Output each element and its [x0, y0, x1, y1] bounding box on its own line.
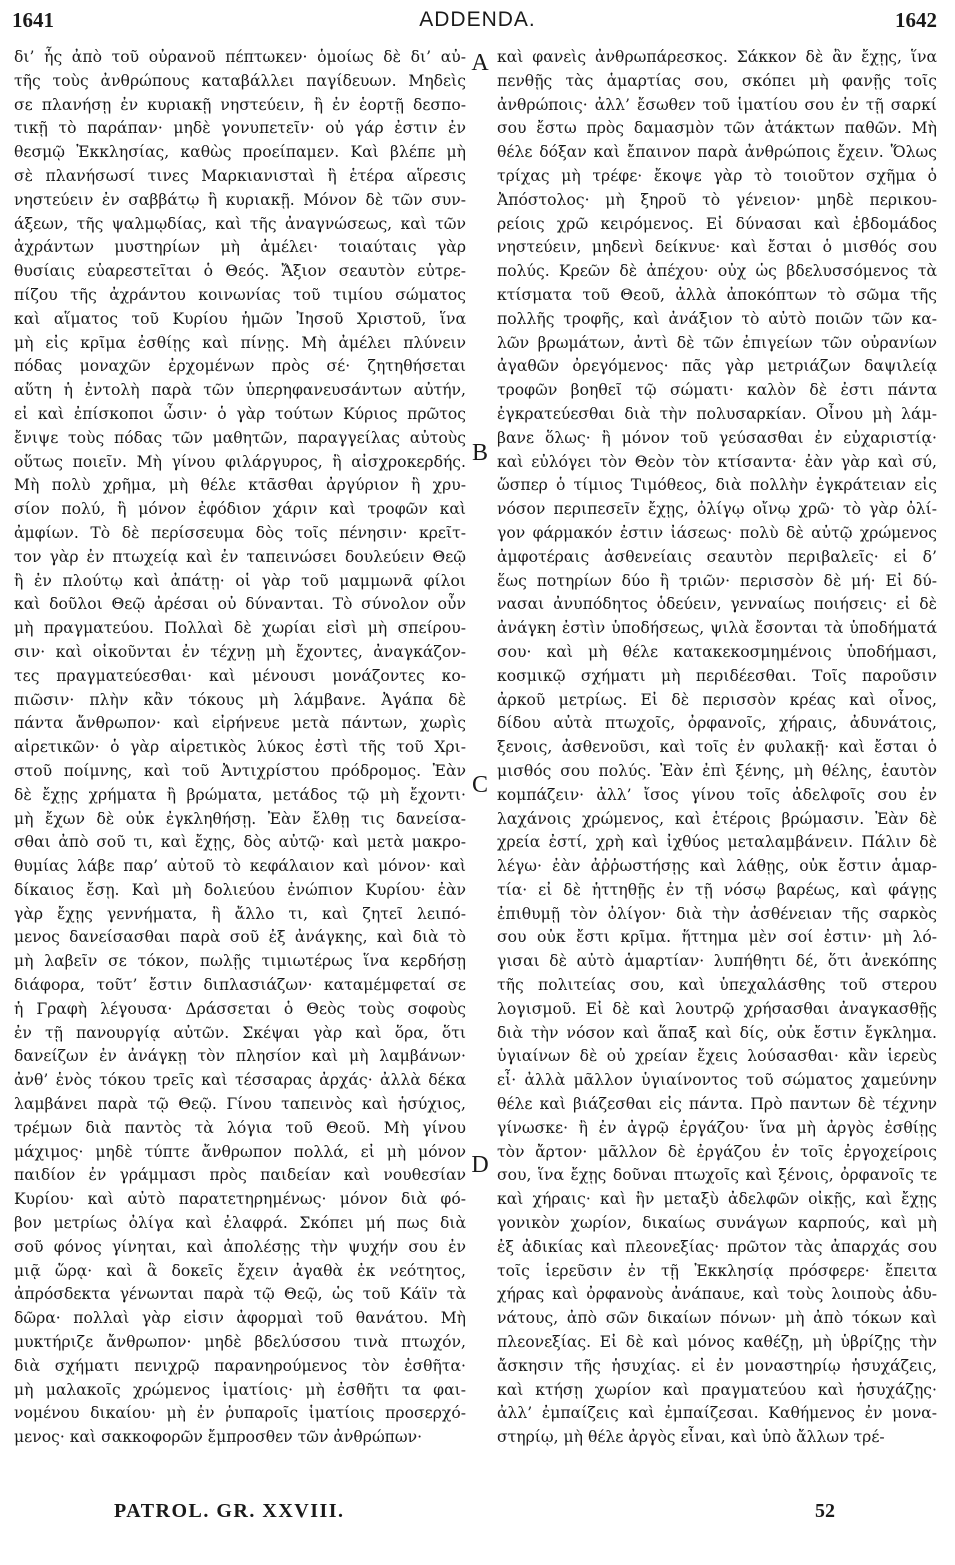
series-reference: PATROL. GR. XXVIII.	[114, 1500, 345, 1522]
text-line: γον φάρμακόν ἐστιν ἰάσεως· πολὺ δὲ αὐτῷ χρώμενος	[497, 523, 937, 542]
text-line: μισθός σου πολύς. Ἐὰν ἐπὶ ξένης, μὴ θέλης, ἑαυτὸν	[497, 761, 937, 780]
text-line: καὶ αἵματος τοῦ Κυρίου ἡμῶν Ἰησοῦ Χριστοῦ, ἵνα	[14, 309, 466, 328]
text-line: Κυρίου· καὶ αὐτὸ παρατετηρημένως· μόνον διὰ φό-	[14, 1190, 466, 1209]
running-title: ADDENDA.	[419, 8, 536, 31]
text-line: σὲ πλανήσωσί τινες Μαρκιανισταὶ ἢ ἑτέρα αἵρεσις	[14, 166, 466, 185]
text-line: ἄσκησιν τῆς ἡσυχίας. εἰ ἐν μοναστηρίῳ ἡσυχάζεις,	[497, 1356, 937, 1375]
text-line: βανε ὅλως· ἢ μόνον τοῦ γεύσασθαι ἐν εὐχαριστίᾳ·	[497, 428, 937, 447]
text-line: μὴ μαλακοῖς χρώμενος ἱματίοις· μὴ ἐσθῆτι τα φαι-	[14, 1380, 466, 1399]
text-line: τῆς πολιτείας σου, καὶ ὑπεχαλάσθης τοῦ στερου	[497, 976, 937, 995]
text-line: τροφῶν βοηθεῖ τῷ σώματι· καλὸν δὲ ἐστι πάντα	[497, 381, 937, 400]
text-line: νομένου δικαίου· μὴ ἐν ῥυπαροῖς ἱματίοις προσερχό-	[14, 1404, 466, 1423]
text-line: σίον πολύ, ἢ μόνον ἐφόδιον χάριν καὶ τροφῶν καὶ	[14, 500, 466, 519]
text-line: κομπάζειν· ἀλλ’ ἴσος γίνου τοῖς ἀδελφοῖς σου ἐν	[497, 785, 937, 804]
text-line: ἀγαθῶν ὀρεγόμενος· πᾶς γὰρ μετριάζων δαψιλείᾳ	[497, 357, 937, 376]
text-line: καὶ δοῦλοι Θεῷ ἀρέσαι οὐ δύνανται. Τὸ σύνολον οὖν	[14, 595, 466, 614]
text-line: κοσμικῷ σχήματι μὴ περιδέεσθαι. Τοῖς παροῦσιν	[497, 666, 937, 685]
text-line: νόσον περιπεσεῖν ἔχῃς, ὀλίγῳ οἴνῳ χρῶ· τὸ γὰρ ὀλί-	[497, 500, 937, 519]
text-line: δῶρα· πολλαὶ γὰρ εἰσιν ἀφορμαὶ τοῦ θανάτου. Μὴ	[14, 1309, 466, 1328]
text-line: μενος δανείσασθαι παρὰ σοῦ ἐξ ἀνάγκης, καὶ διὰ τὸ	[14, 928, 466, 947]
text-line: εἰ καὶ ἐπίσκοποι ὦσιν· ὁ γὰρ τούτων Κύριος πρῶτος	[14, 404, 466, 423]
text-line: κτίσματα τοῦ Θεοῦ, ἀλλὰ ἀποκόπτων τὸ σῶμα τῆς	[497, 285, 937, 304]
text-line: λογισμοῦ. Εἰ δὲ καὶ λουτρῷ χρήσασθαι ἀναγκασθῇς	[497, 999, 937, 1018]
text-line: τοῖς ἱερεῦσιν ἐν τῇ Ἐκκλησίᾳ πρόσφερε· ἔπειτα	[497, 1261, 937, 1280]
text-line: τία· εἰ δὲ ἡττηθῇς ἐν τῇ νόσῳ βαρέως, καὶ φάγῃς	[497, 880, 937, 899]
text-line: ἀνθ’ ἑνὸς τόκου τρεῖς καὶ τέσσαρας ἀρχάς· ἀλλὰ δέκα	[14, 1071, 466, 1090]
text-line: νασαι ἀνυπόδητος ὁδεύειν, γενναίως ποιήσεις· εἰ δὲ	[497, 595, 937, 614]
text-line: θεσμῷ Ἐκκλησίας, καθὼς προείπαμεν. Καὶ βλέπε μὴ	[14, 143, 466, 162]
text-line: πίζου τῆς ἀχράντου κοινωνίας τοῦ τιμίου σώματος	[14, 285, 466, 304]
margin-marker-c: C	[471, 772, 488, 798]
text-line: τῆς τοὺς ἀνθρώπους καταβάλλει παγίδευων. Μηδεὶς	[14, 71, 466, 90]
text-line: νηστεύειν ἐν σαββάτῳ ἢ κυριακῇ. Μόνον δὲ τῶν συν-	[14, 190, 466, 209]
text-line: στοῦ ποίμνης, καὶ τοῦ Ἀντιχρίστου πρόδρομος. Ἐὰν	[14, 761, 466, 780]
text-line: λαμβάνει παρὰ τῷ Θεῷ. Γίνου ταπεινὸς καὶ ἡσύχιος,	[14, 1095, 466, 1114]
text-line: μενος· καὶ σακκοφορῶν ἔμπροσθεν τῶν ἀνθρώπων·	[14, 1428, 423, 1447]
text-line: ἀρκοῦ μετρίως. Εἰ δὲ περισσὸν κρέας καὶ οἶνος,	[497, 690, 937, 709]
text-line: πενθῇς τὰς ἁμαρτίας σου, σκόπει μὴ φανῇς τοῖς	[497, 71, 937, 90]
text-line: ἀχράντων μυστηρίων μὴ ἀμέλει· τοιαύταις γὰρ	[14, 238, 466, 257]
text-line: ἕως ποτηρίων δύο ἢ τριῶν· περισσὸν δὲ μή· Εἰ δύ-	[497, 571, 937, 590]
text-line: μὴ ἔχων δὲ οὐκ ἐγκληθήσῃ. Ἐὰν ἔλθῃ τις δανείσα-	[14, 809, 466, 828]
text-line: ἐπιθυμῇ τὸν ὀλίγον· διὰ τὴν ἀσθένειαν τῆς σαρκὸς	[497, 904, 937, 923]
text-line: γισαι δὲ αὐτὸ ἁμαρτίαν· λυπήθητι δέ, ὅτι ἀνεκόπης	[497, 952, 937, 971]
text-line: γὰρ ἔχῃς γεννήματα, ἢ ἄλλο τι, καὶ ζητεῖ λειπό-	[14, 904, 466, 923]
text-line: ἀμφοτέραις ἀσθενείαις σεαυτὸν περιβαλεῖς· εἰ δ’	[497, 547, 937, 566]
text-line: καὶ φανεὶς ἀνθρωπάρεσκος. Σάκκον δὲ ἂν ἔχῃς, ἵνα	[497, 48, 937, 66]
text-line: ἐγκρατεύεσθαι διὰ τὴν πολυσαρκίαν. Οἶνου μὴ λάμ-	[497, 404, 937, 423]
page-footer	[0, 1500, 955, 1532]
text-line: πολλῆς τροφῆς, καὶ ἀνάξιον τὸ αὐτὸ ποιῶν τῶν κα-	[497, 309, 937, 328]
text-line: μὴ εἰς κρῖμα ἐσθίῃς καὶ πίνῃς. Μὴ ἀμέλει πλύνειν	[14, 333, 466, 352]
text-line: πλεονεξίας. Εἰ δὲ καὶ μόνος καθέζῃ, μὴ ὑβρίζῃς τὴν	[497, 1333, 937, 1352]
text-line: χρεία ἐστί, χρὴ καὶ ἰχθύος μεταλαμβάνειν. Πάλιν δὲ	[497, 833, 937, 852]
text-line: μὴ πραγματεύου. Πολλαὶ δὲ χωρίαι εἰσὶ μὴ σπείρου-	[14, 619, 466, 638]
text-line: μυκτήριζε ἄνθρωπον· μηδὲ βδελύσσου τινὰ πτωχόν,	[14, 1333, 466, 1352]
text-line: στηρίῳ, μὴ θέλε ἀργὸς εἶναι, καὶ ὑπὸ ἄλλων τρέ-	[497, 1428, 885, 1447]
margin-marker-d: D	[471, 1152, 489, 1178]
page-header	[0, 8, 955, 38]
text-line: τὸν ἄρτον· μᾶλλον δὲ ἐργάζου ἐν τοῖς ἐργοχείροις	[497, 1142, 937, 1161]
text-line: ξενοις, ἀσθενοῦσι, καὶ τοῖς ἐν φυλακῇ· καὶ ἔσται ὁ	[497, 738, 937, 757]
text-line: λαχάνοις χρώμενος, καὶ ἑτέροις βρώμασιν. Ἐὰν δὲ	[497, 809, 937, 828]
page-number-right: 1642	[895, 8, 937, 32]
text-line: καὶ εὐλόγει τὸν Θεὸν τὸν κτίσαντα· ἐὰν γὰρ καὶ σύ,	[497, 452, 937, 471]
text-line: πολύς. Κρεῶν δὲ ἀπέχου· οὐχ ὡς βδελυσσόμενος τὰ	[497, 262, 937, 281]
text-line: καὶ χήραις· καὶ ἣν μεταξὺ ἀδελφῶν οἰκῇς, καὶ ἔχῃς	[497, 1190, 937, 1209]
text-line: διὰ σχήματι πενιχρῷ παρανηρούμενος τὸν ἐσθῆτα·	[14, 1356, 466, 1375]
text-line: σου· καὶ μὴ θέλε κατακεκοσμημένοις ὑποδήμασι,	[497, 642, 937, 661]
text-line: ὥσπερ ὁ τίμιος Τιμόθεος, διὰ πολλὴν ἐγκράτειαν εἰς	[497, 476, 937, 495]
text-line: πόδας μοναχῶν ἐρχομένων πρὸς σέ· ζητηθήσεται	[14, 357, 466, 376]
right-column	[497, 46, 937, 1476]
signature-number: 52	[815, 1500, 835, 1522]
text-line: σε πλανήσῃ ἐν κυριακῇ νηστεύειν, ἢ ἐν ἑορτῇ δεσπο-	[14, 95, 466, 114]
text-line: νάτους, ἀπὸ σῶν δικαίων πόνων· μὴ ἀπὸ τόκων καὶ	[497, 1309, 937, 1328]
text-line: γίνωσκε· ἢ ἐν ἀγρῷ ἐργάζου· ἵνα μὴ ἀργὸς ἐσθίῃς	[497, 1118, 937, 1137]
text-line: δίκαιος ἔσῃ. Καὶ μὴ δολιεύου ἐνώπιον Κυρίου· ἐὰν	[14, 880, 466, 899]
text-line: άξεων, τῆς ψαλμῳδίας, καὶ τῆς ἀναγνώσεως, καὶ τῶν	[14, 214, 466, 233]
text-line: μάχιμος· μηδὲ τύπτε ἄνθρωπον πολλά, εἰ μὴ μόνον	[14, 1142, 466, 1161]
text-line: σιν· καὶ οἰκοῦνται ἐν τέχνῃ μὴ ἔχοντες, ἀναγκάζον-	[14, 642, 466, 661]
text-line: ἢ ἐν πλούτῳ καὶ ἀπάτῃ· οἱ γὰρ τοῦ μαμμωνᾶ φίλοι	[14, 571, 466, 590]
text-line: παιδίον ἐν γράμμασι πρὸς παιδείαν καὶ νουθεσίαν	[14, 1166, 466, 1185]
text-line: πιῶσιν· πλὴν κἂν τόκους μὴ λάμβανε. Ἀγάπα δὲ	[14, 690, 466, 709]
text-line: δι’ ἧς ἀπὸ τοῦ οὐρανοῦ πέπτωκεν· ὁμοίως δὲ δι’ αὐ-	[14, 48, 466, 66]
text-line: σου ἔστω πρὸς δαμασμὸν τῶν ἀτάκτων παθῶν. Μὴ	[497, 119, 937, 138]
text-line: δίδου αὐτὰ πτωχοῖς, ὀρφανοῖς, χήραις, ἀδυνάτοις,	[497, 714, 937, 733]
text-line: ἐξ ἀδικίας καὶ πλεονεξίας· πρῶτον τὰς ἀπαρχάς σου	[497, 1237, 937, 1256]
margin-marker-b: B	[471, 440, 488, 466]
margin-marker-a: A	[471, 50, 489, 76]
text-line: γονικὸν χωρίον, δικαίως συνάγων καρπούς, καὶ μὴ	[497, 1214, 937, 1233]
text-line: λῶν βρωμάτων, ἀντὶ δὲ τῶν ἐπιγείων τῶν οὐρανίων	[497, 333, 937, 352]
text-line: δὲ ἔχῃς χρήματα ἢ βρώματα, μετάδος τῷ μὴ ἔχοντι·	[14, 785, 466, 804]
text-line: ἀνθρώποις· ἀλλ’ ἔσωθεν τοῦ ἱματίου σου ἐν τῇ σαρκί	[497, 95, 937, 114]
text-line: σοῦ φόνος γίνηται, καὶ ἀπολέσῃς τὴν ψυχήν σου ἐν	[14, 1237, 466, 1256]
text-line: τρέμων διὰ παντὸς τὰ λόγια τοῦ Θεοῦ. Μὴ γίνου	[14, 1118, 466, 1137]
text-line: ἔνιψε τοὺς πόδας τῶν μαθητῶν, παραγγείλας αὐτοὺς	[14, 428, 466, 447]
text-line: τον γὰρ ἐν πτωχείᾳ καὶ ἐν ταπεινώσει δουλεύειν Θεῷ	[14, 547, 466, 566]
text-line: πάντα ἄνθρωπον· καὶ εἰρήνευε μετὰ πάντων, χωρὶς	[14, 714, 466, 733]
text-line: εἶ· ἀλλὰ μᾶλλον ὑγιαίνοντος τοῦ σώματος χαμεύνην	[497, 1071, 937, 1090]
text-line: χήρας καὶ ὀρφανοὺς ἀνάπαυε, καὶ τοὺς λοιποὺς ἀδυ-	[497, 1285, 937, 1304]
text-line: αὕτη ἡ ἐντολὴ παρὰ τῶν ὑπερηφανευσάντων αὐτήν,	[14, 381, 466, 400]
text-line: ρείοις χρῶ κειρόμενος. Εἰ δύνασαι καὶ ἑβδομάδος	[497, 214, 937, 233]
text-line: ὑγιαίνων δὲ οὐ χρείαν ἔχεις λούσασθαι· κἂν ἱερεὺς	[497, 1047, 937, 1066]
text-line: τικῇ τὸ παράπαν· μηδὲ γονυπετεῖν· οὐ γάρ ἐστιν ἐν	[14, 119, 466, 138]
text-line: θυμίας λάβε παρ’ αὐτοῦ τὸ κεφάλαιον καὶ μόνον· καὶ	[14, 857, 466, 876]
page-number-left: 1641	[12, 8, 54, 32]
text-line: θέλε δόξαν καὶ ἔπαινον παρὰ ἀνθρώποις ἔχειν. Ὅλως	[497, 143, 937, 162]
text-line: τρίχας μὴ τρέφε· ἔκοψε γὰρ τὸ τοιοῦτον σχῆμα ὁ	[497, 166, 937, 185]
text-line: νηστεύειν, μηδενὶ δείκνυε· καὶ ἔσται ὁ μισθός σου	[497, 238, 937, 257]
text-line: Ἀπόστολος· μὴ ξηροῦ τὸ γένειον· μηδὲ περικου-	[497, 190, 937, 209]
text-line: ἀλλ’ ἐμπαίζεις καὶ ἐμπαίζεσαι. Καθήμενος ἐν μονα-	[497, 1404, 937, 1423]
text-line: μὴ λαβεῖν σε τόκον, πωλῇς τιμιωτέρως ἵνα κερδήσῃ	[14, 952, 466, 971]
text-line: θυσίαις εὐαρεστεῖται ὁ Θεός. Ἄξιον σεαυτὸν εὐτρε-	[14, 262, 466, 281]
text-line: ἐν τῇ πανουργίᾳ αὐτῶν. Σκέψαι γὰρ καὶ ὅρα, ὅτι	[14, 1023, 466, 1042]
text-line: θέλε καὶ βιάζεσθαι εἰς πάντα. Πρὸ παντων δὲ τέχνην	[497, 1095, 937, 1114]
text-line: διάφορα, τοῦτ’ ἔστιν διπλασιάζων· καταμέμφεταί σε	[14, 976, 466, 995]
text-line: σου οὐκ ἔστι κρῖμα. ἥττημα μὲν σοί ἐστιν· μὴ λό-	[497, 928, 937, 947]
text-line: σθαι ἀπὸ σοῦ τι, καὶ ἔχῃς, δὸς αὐτῷ· καὶ μετὰ μακρο-	[14, 833, 466, 852]
text-line: ἡ Γραφὴ λέγουσα· Δράσσεται ὁ Θεὸς τοὺς σοφοὺς	[14, 999, 466, 1018]
left-column	[14, 46, 466, 1476]
text-line: βον μετρίως ὀλίγα καὶ ἐλαφρά. Σκόπει μή πως διὰ	[14, 1214, 466, 1233]
text-line: διὰ τὴν νόσον καὶ ἅπαξ καὶ δίς, οὐκ ἔστιν ἔγκλημα.	[497, 1023, 937, 1042]
text-line: σου, ἵνα ἔχῃς δοῦναι πτωχοῖς καὶ ξένοις, ὀρφανοῖς τε	[497, 1166, 937, 1185]
text-line: οὕτως ποιεῖν. Μὴ γίνου φιλάργυρος, ἢ αἰσχροκερδής.	[14, 452, 466, 471]
text-line: τες πραγματεύεσθαι· καὶ μένουσι μονάζοντες κο-	[14, 666, 466, 685]
text-line: δανείζων ἐν ἀνάγκῃ τὸν πλησίον καὶ μὴ λαμβάνων·	[14, 1047, 466, 1066]
text-line: λέγω· ἐὰν ἀῤῥωστήσῃς καὶ λάθῃς, οὐκ ἔστιν ἁμαρ-	[497, 857, 937, 876]
text-line: Μὴ πολὺ χρῆμα, μὴ θέλε κτᾶσθαι ἀργύριον ἢ χρυ-	[14, 476, 466, 495]
text-line: ἀπρόσδεκτα γένωνται παρὰ τῷ Θεῷ, ὡς τοῦ Κάϊν τὰ	[14, 1285, 466, 1304]
text-line: ἀνάγκη ἐστὶν ὑποδήσεως, ψιλὰ ἔσονται τὰ ὑποδήματά	[497, 619, 937, 638]
text-line: αἱρετικῶν· ὁ γὰρ αἱρετικὸς λύκος ἐστὶ τῆς τοῦ Χρι-	[14, 738, 466, 757]
text-line: καὶ κτήσῃ χωρίον καὶ πραγματεύου καὶ ἡσυχάζῃς·	[497, 1380, 937, 1399]
text-line: μιᾷ ὥρᾳ· καὶ ἃ δοκεῖς ἔχειν ἀγαθὰ ἐκ νεότητος,	[14, 1261, 466, 1280]
text-line: ἀμφίων. Τὸ δὲ περίσσευμα δὸς τοῖς πένησιν· κρεῖτ-	[14, 523, 466, 542]
